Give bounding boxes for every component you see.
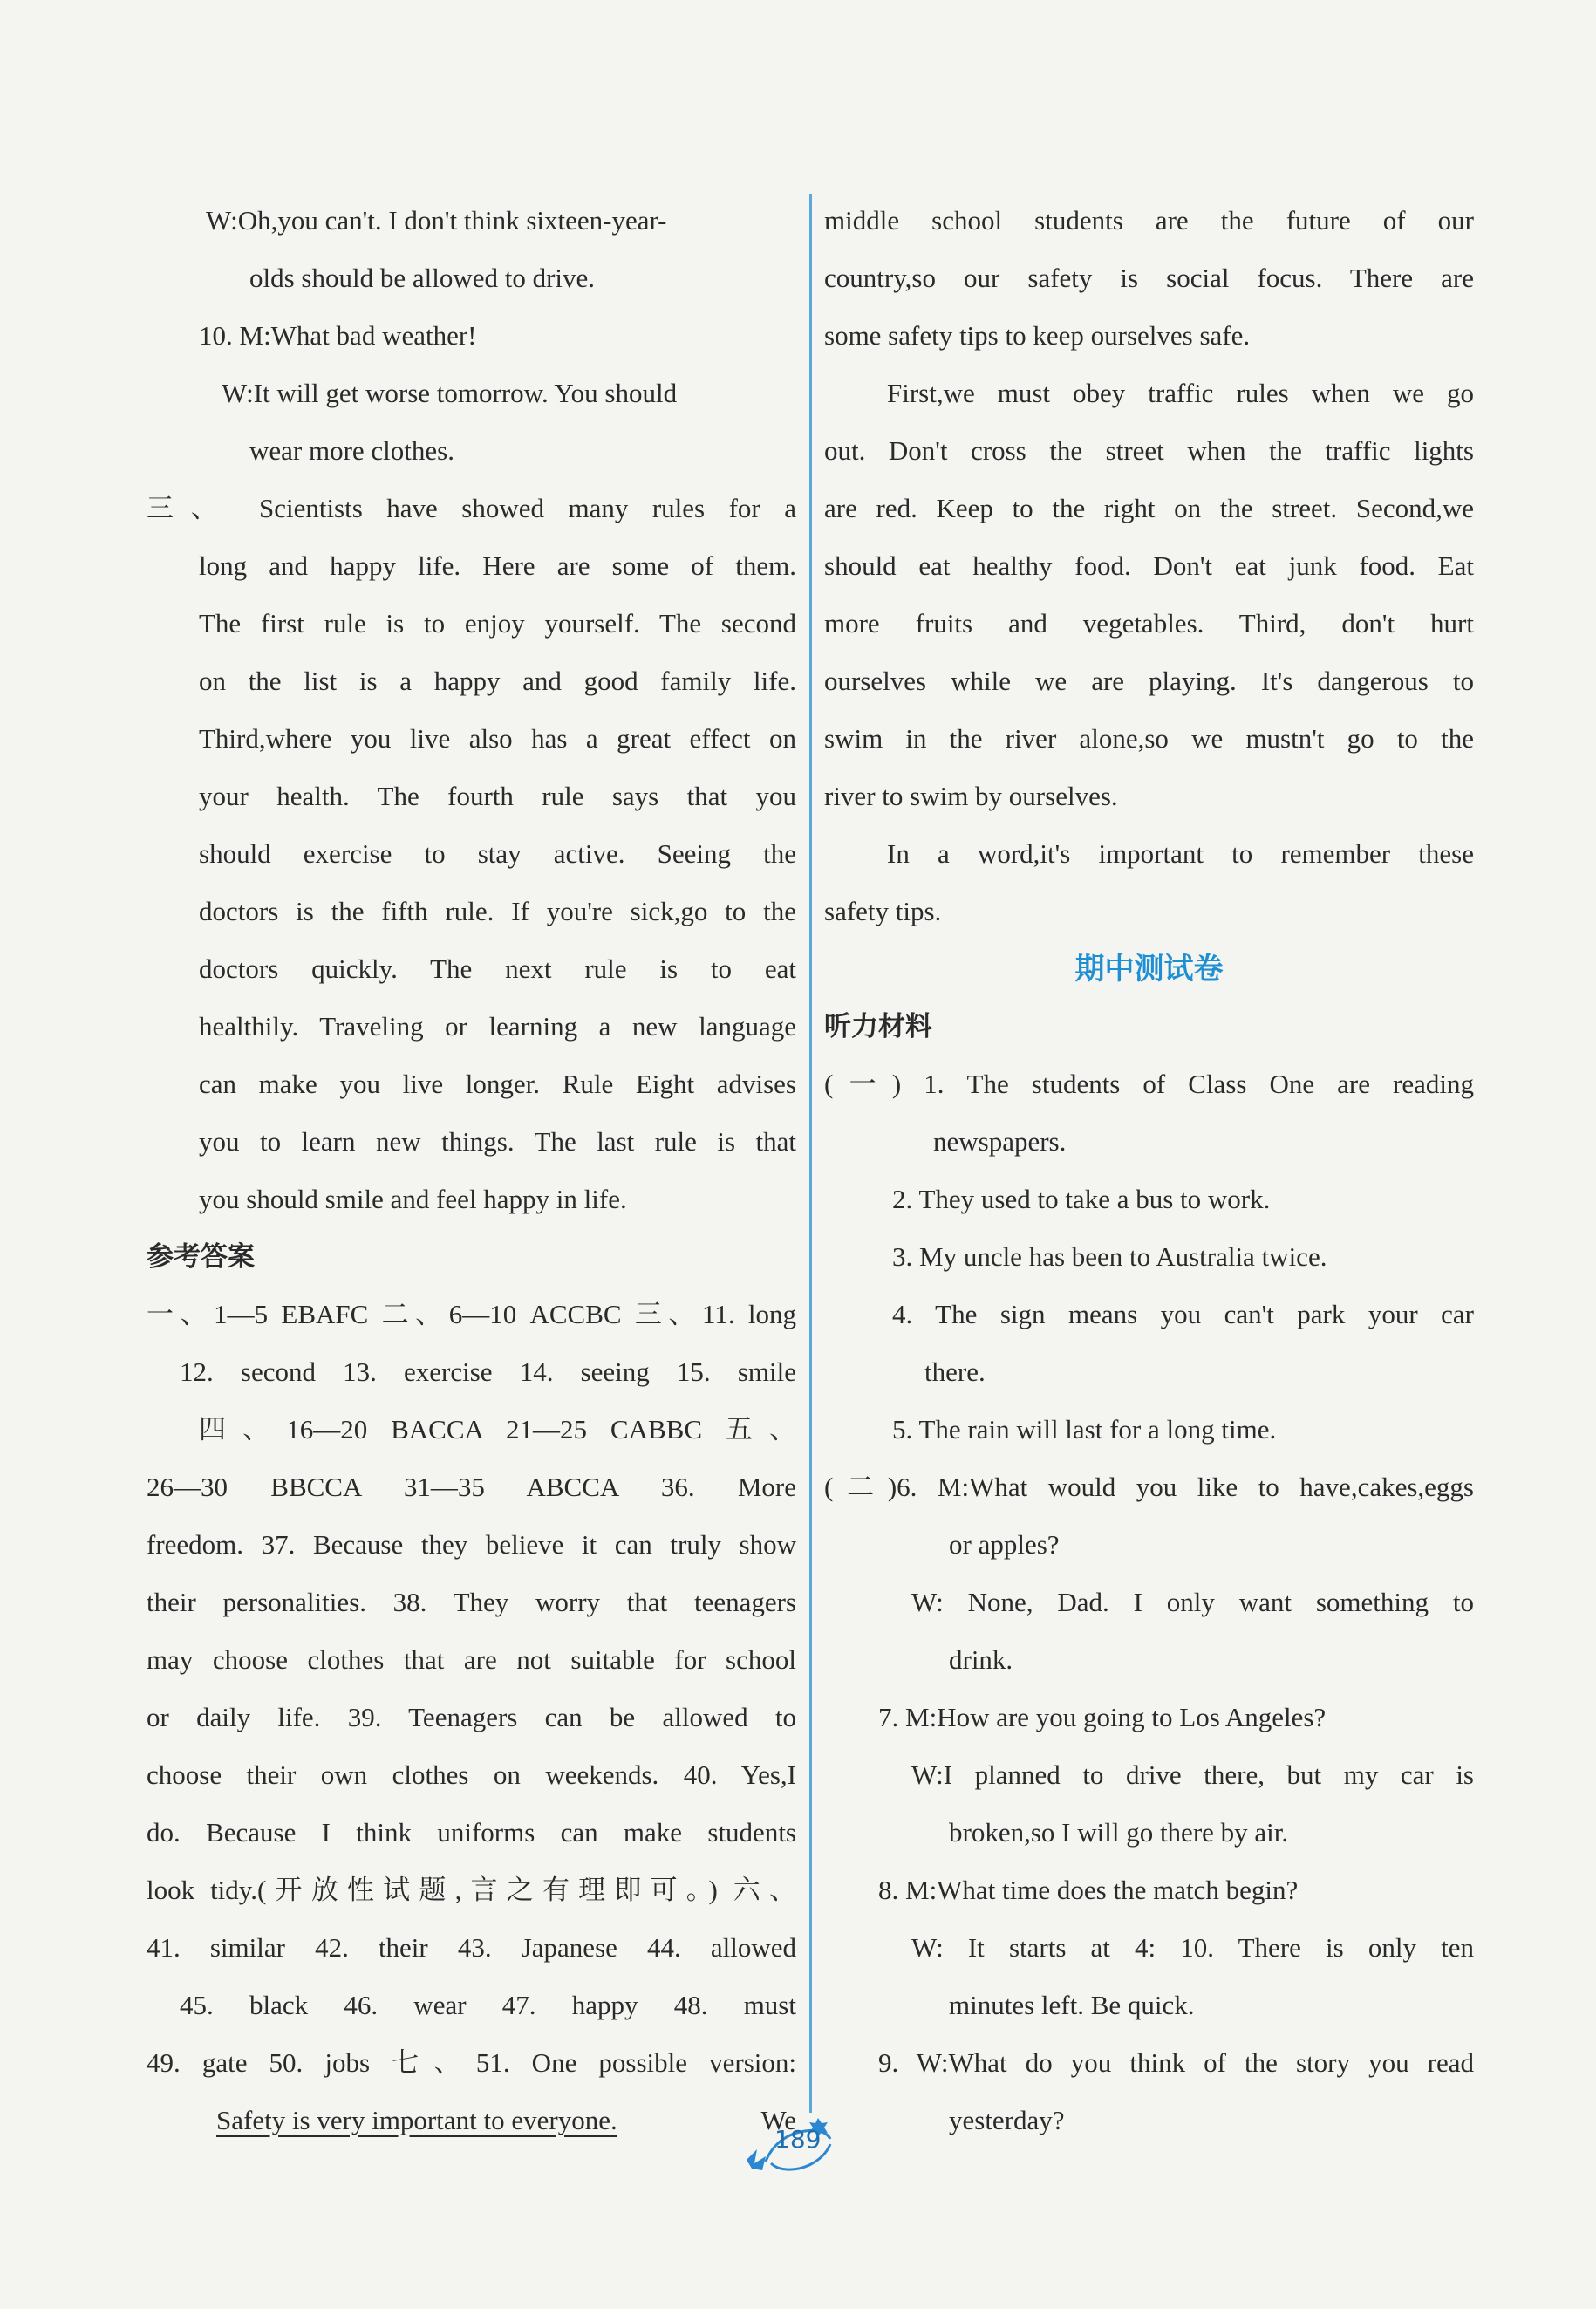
answer-line: may choose clothes that are not suitable for school — [147, 1644, 796, 1675]
answer-line: 一、1—5 EBAFC 二、6—10 ACCBC 三、11. long — [147, 1299, 796, 1329]
text-line: W:Oh,you can't. I don't think sixteen-year- — [206, 205, 667, 236]
text-line: W:I planned to drive there, but my car is — [911, 1759, 1474, 1790]
text-line: The first rule is to enjoy yourself. The second — [199, 608, 796, 639]
text-line: 4. The sign means you can't park your car — [892, 1299, 1474, 1329]
answer-line: their personalities. 38. They worry that teenagers — [147, 1587, 796, 1617]
text-line: some safety tips to keep ourselves safe. — [824, 320, 1251, 351]
page-number: 189 — [774, 2125, 822, 2154]
text-line: doctors is the fifth rule. If you're sick,go to the — [199, 896, 796, 926]
answer-line: look tidy.(开放性试题,言之有理即可。) 六、 — [147, 1875, 796, 1905]
text-line: wear more clothes. — [249, 435, 454, 466]
text-line: W:It will get worse tomorrow. You should — [222, 378, 678, 408]
answer-line: 45. black 46. wear 47. happy 48. must — [180, 1990, 796, 2020]
answer-line: 四、16—20 BACCA 21—25 CABBC 五、 — [199, 1414, 796, 1445]
answer-line: 41. similar 42. their 43. Japanese 44. allowed — [147, 1932, 796, 1963]
text-line: W: It starts at 4: 10. There is only ten — [911, 1932, 1474, 1963]
answer-line: do. Because I think uniforms can make students — [147, 1817, 796, 1848]
text-line: should exercise to stay active. Seeing the — [199, 838, 796, 869]
text-line: olds should be allowed to drive. — [249, 263, 596, 293]
text-line: ourselves while we are playing. It's dangerous to — [824, 666, 1474, 696]
text-line: 10. M:What bad weather! — [199, 320, 477, 351]
answer-line: or daily life. 39. Teenagers can be allowed to — [147, 1702, 796, 1732]
text-line: drink. — [949, 1644, 1013, 1675]
text-line: river to swim by ourselves. — [824, 781, 1118, 811]
text-line: 9. W:What do you think of the story you read — [878, 2047, 1474, 2078]
answer-line: 12. second 13. exercise 14. seeing 15. smile — [180, 1356, 796, 1387]
text-line: 3. My uncle has been to Australia twice. — [892, 1241, 1327, 1272]
left-column — [147, 192, 796, 2149]
answer-line: freedom. 37. Because they believe it can truly show — [147, 1529, 796, 1560]
text-line: 2. They used to take a bus to work. — [892, 1184, 1271, 1214]
text-line: swim in the river alone,so we mustn't go to the — [824, 723, 1474, 754]
text-line: doctors quickly. The next rule is to eat — [199, 953, 796, 984]
text-line: there. — [924, 1356, 986, 1387]
text-line: broken,so I will go there by air. — [949, 1817, 1289, 1848]
text-line: 5. The rain will last for a long time. — [892, 1414, 1277, 1445]
text-line: safety tips. — [824, 896, 942, 926]
underlined-sentence: Safety is very important to everyone. — [216, 2105, 617, 2135]
text-line: out. Don't cross the street when the traffic lights — [824, 435, 1474, 466]
text-line: 7. M:How are you going to Los Angeles? — [878, 1702, 1327, 1732]
listening-heading: 听力材料 — [824, 1011, 932, 1042]
text-line: on the list is a happy and good family life. — [199, 666, 796, 696]
text-line: more fruits and vegetables. Third, don't hurt — [824, 608, 1474, 639]
text-line: healthily. Traveling or learning a new language — [199, 1011, 796, 1042]
text-line: (二)6. M:What would you like to have,cakes,eggs — [824, 1472, 1474, 1502]
answer-line: choose their own clothes on weekends. 40. Yes,I — [147, 1759, 796, 1790]
text-line: newspapers. — [933, 1126, 1067, 1157]
page-number-badge — [740, 2109, 836, 2179]
text-line: or apples? — [949, 1529, 1060, 1560]
text-line: First,we must obey traffic rules when we go — [887, 378, 1474, 408]
text-line: W: None, Dad. I only want something to — [911, 1587, 1474, 1617]
text-line: 三、 Scientists have showed many rules for a — [147, 493, 796, 523]
text-line: you should smile and feel happy in life. — [199, 1184, 627, 1214]
text-line: yesterday? — [949, 2105, 1065, 2135]
text-line: can make you live longer. Rule Eight advises — [199, 1069, 796, 1099]
text-line: (一) 1. The students of Class One are reading — [824, 1069, 1474, 1099]
text-line: In a word,it's important to remember these — [887, 838, 1474, 869]
text-line: your health. The fourth rule says that you — [199, 781, 796, 811]
essay-first-line — [147, 2092, 796, 2149]
text-line: minutes left. Be quick. — [949, 1990, 1195, 2020]
text-line: you to learn new things. The last rule is that — [199, 1126, 796, 1157]
text-line: long and happy life. Here are some of them. — [199, 550, 796, 581]
text-line: 8. M:What time does the match begin? — [878, 1875, 1299, 1905]
text-line: are red. Keep to the right on the street. Second,we — [824, 493, 1474, 523]
text-line: should eat healthy food. Don't eat junk food. Eat — [824, 550, 1474, 581]
answer-line: 26—30 BBCCA 31—35 ABCCA 36. More — [147, 1472, 796, 1502]
text-line: middle school students are the future of our — [824, 205, 1474, 236]
text-fragment: We — [760, 2105, 796, 2135]
answer-key-heading: 参考答案 — [147, 1241, 255, 1273]
text-line: country,so our safety is social focus. There are — [824, 263, 1474, 293]
column-divider — [809, 194, 812, 2113]
text-line: Third,where you live also has a great effect on — [199, 723, 796, 754]
answer-line: 49. gate 50. jobs 七、51. One possible version: — [147, 2047, 796, 2078]
right-column — [824, 192, 1474, 2149]
section-title: 期中测试卷 — [1074, 952, 1224, 987]
